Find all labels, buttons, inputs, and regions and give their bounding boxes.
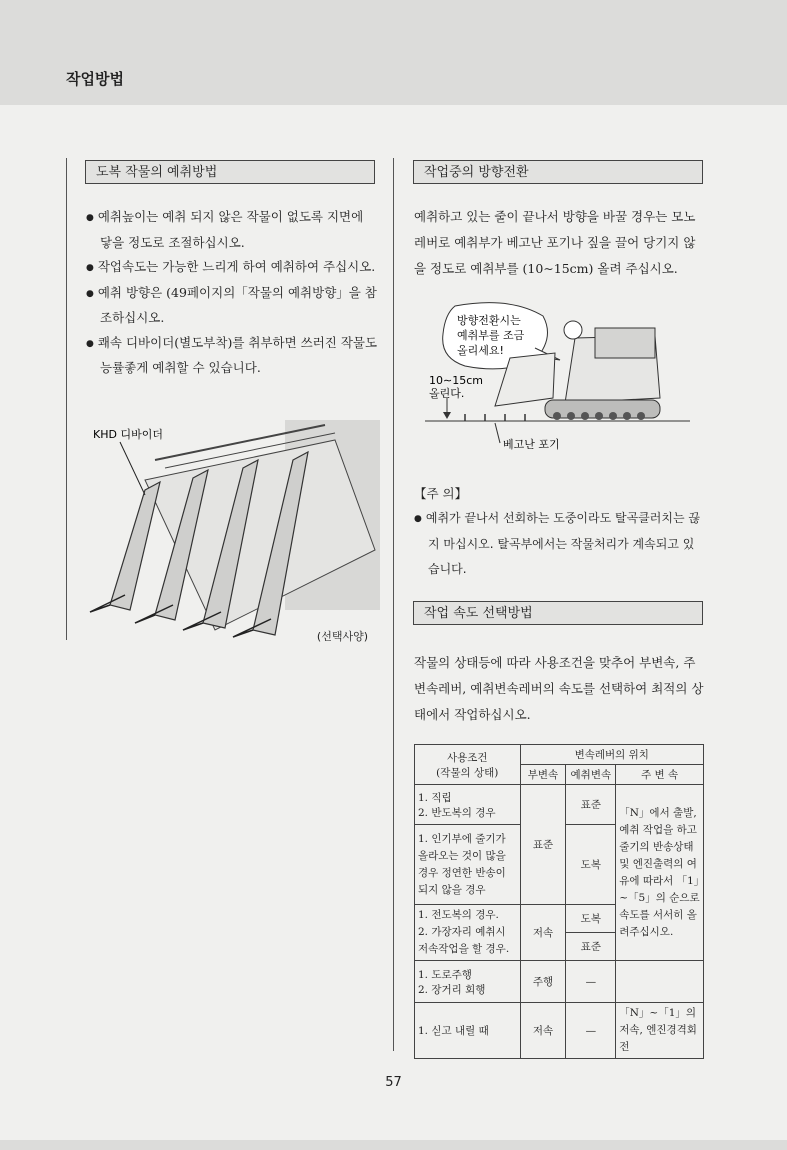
table-cell bbox=[616, 961, 704, 1003]
table-cell: 도복 bbox=[566, 905, 616, 933]
caution-label: 【주 의】 bbox=[414, 486, 468, 501]
table-cell: 1. 인기부에 줄기가 올라오는 것이 많을 경우 정연한 반송이 되지 않을 경우 bbox=[415, 825, 521, 905]
speed-text: 작물의 상태등에 따라 사용조건을 맞추어 부변속, 주변속레버, 예취변속레버의 속도를 선택하여 최적의 상태에서 작업하십시오. bbox=[414, 655, 704, 722]
page-header bbox=[0, 0, 787, 105]
center-rule bbox=[393, 158, 394, 1051]
table-cell: 주행 bbox=[520, 961, 566, 1003]
left-rule bbox=[66, 158, 67, 640]
header-main-shift: 주 변 속 bbox=[616, 765, 704, 785]
bubble-line: 방향전환시는 bbox=[457, 314, 521, 327]
header-reap-shift: 예취변속 bbox=[566, 765, 616, 785]
stubble-label: 베고난 포기 bbox=[503, 438, 560, 451]
table-cell: 저속 bbox=[520, 1003, 566, 1059]
table-cell: 「N」~「1」의 저속, 엔진경격회전 bbox=[616, 1003, 704, 1059]
lodged-crop-bullets bbox=[86, 205, 378, 381]
caution-bullets bbox=[414, 506, 704, 582]
figure-caption: (선택사양) bbox=[316, 630, 368, 643]
table-cell: 표준 bbox=[566, 933, 616, 961]
table-cell: 표준 bbox=[566, 785, 616, 825]
table-cell: — bbox=[566, 1003, 616, 1059]
header-lever-position: 변속레버의 위치 bbox=[520, 745, 703, 765]
caution-text: ● 예취가 끝나서 선회하는 도중이라도 탈곡클러치는 끊지 마십시오. 탈곡부에서는 작물처리가 계속되고 있습니다. bbox=[414, 506, 704, 582]
bullet-item: ● 예취 방향은 (49페이지의「작물의 예취방향」을 참조하십시오. bbox=[86, 281, 378, 331]
bullet-item: ● 쾌속 디바이더(별도부착)를 취부하면 쓰러진 작물도 능률좋게 예취할 수 있습니다. bbox=[86, 331, 378, 381]
divider-label: KHD 디바이더 bbox=[93, 428, 163, 441]
header-sub-shift: 부변속 bbox=[520, 765, 566, 785]
section-title-turning: 작업중의 방향전환 bbox=[413, 160, 703, 184]
table-cell: 표준 bbox=[520, 785, 566, 905]
turning-text: 예취하고 있는 줄이 끝나서 방향을 바꿀 경우는 모노레버로 예취부가 베고난 포기나 짚을 끌어 당기지 않을 정도로 예취부를 (10∼15cm) 올려 주십시오. bbox=[414, 209, 696, 276]
height-label: 10∼15cm bbox=[429, 374, 483, 387]
page-footer-band bbox=[0, 1140, 787, 1150]
bullet-item: ● 작업속도는 가능한 느리게 하여 예취하여 주십시오. bbox=[86, 255, 378, 281]
header-condition: 사용조건 (작물의 상태) bbox=[415, 745, 521, 785]
table-cell: 「N」에서 출발, 예취 작업을 하고 줄기의 반송상태 및 엔진출력의 여유에 따라서 「1」~「5」의 순으로 속도를 서서히 올려주십시오. bbox=[616, 785, 704, 961]
header-title: 작업방법 bbox=[66, 70, 124, 88]
speed-selection-table bbox=[414, 744, 704, 1059]
page-number: 57 bbox=[385, 1075, 402, 1090]
turning-figure bbox=[425, 298, 695, 458]
table-cell: 도복 bbox=[566, 825, 616, 905]
divider-figure bbox=[85, 420, 380, 650]
bubble-line: 예취부를 조금 bbox=[457, 329, 525, 342]
bullet-item: ● 예취높이는 예취 되지 않은 작물이 없도록 지면에 닿을 정도로 조절하십시오. bbox=[86, 205, 378, 255]
section-title-lodged-crop: 도복 작물의 예취방법 bbox=[85, 160, 375, 184]
bubble-line: 올리세요! bbox=[457, 344, 504, 357]
table-cell: 1. 싣고 내릴 때 bbox=[415, 1003, 521, 1059]
table-cell: 1. 직립 2. 반도복의 경우 bbox=[415, 785, 521, 825]
table-cell: 1. 전도복의 경우. 2. 가장자리 예취시 저속작업을 할 경우. bbox=[415, 905, 521, 961]
table-cell: 저속 bbox=[520, 905, 566, 961]
table-cell: 1. 도로주행 2. 장거리 회행 bbox=[415, 961, 521, 1003]
height-label: 올린다. bbox=[429, 387, 465, 400]
divider-illustration bbox=[85, 420, 380, 650]
combine-illustration bbox=[425, 298, 695, 458]
section-title-speed: 작업 속도 선택방법 bbox=[413, 601, 703, 625]
table-cell: — bbox=[566, 961, 616, 1003]
